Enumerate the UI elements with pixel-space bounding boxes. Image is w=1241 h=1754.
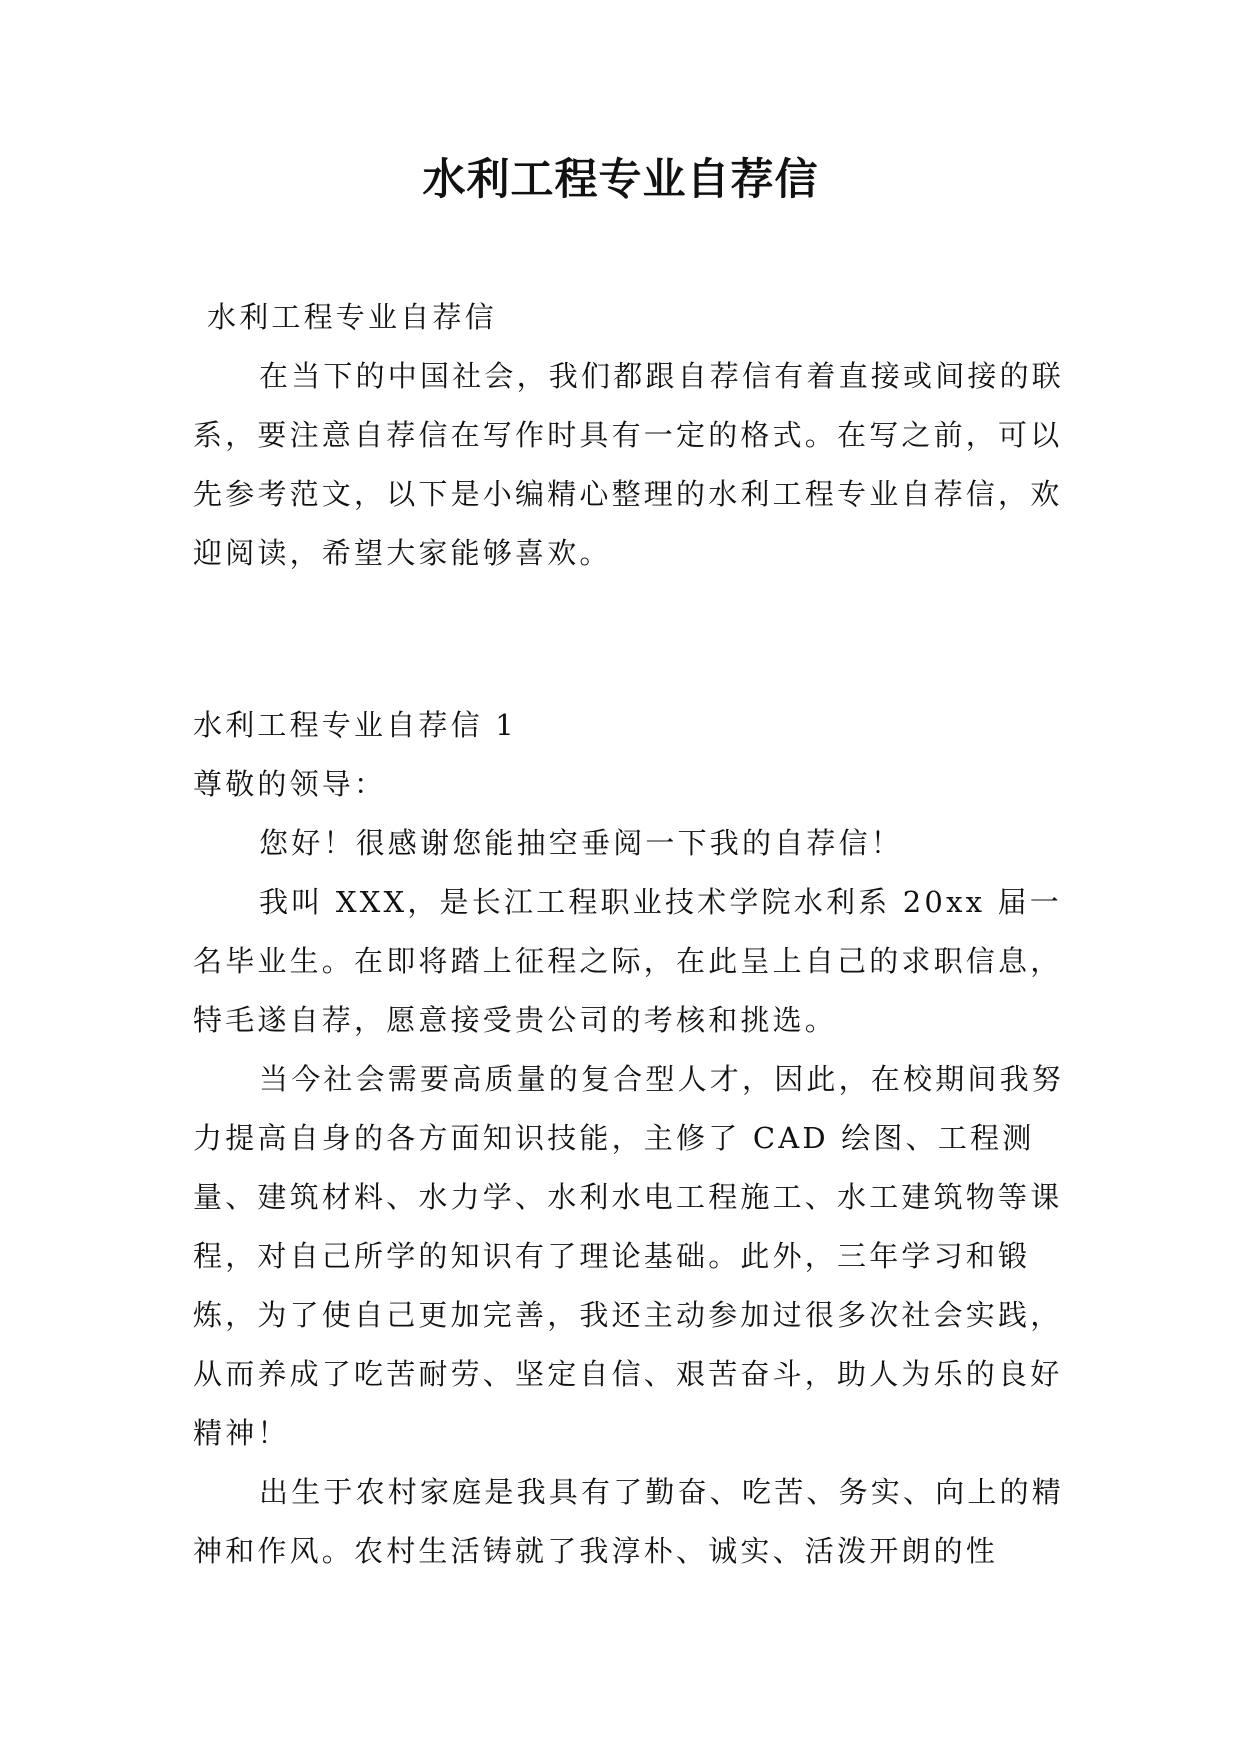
- section-heading: 水利工程专业自荐信 1: [193, 708, 517, 742]
- body-paragraph-education: 当今社会需要高质量的复合型人才，因此，在校期间我努力提高自身的各方面知识技能，主修了 CAD 绘图、工程测量、建筑材料、水力学、水利水电工程施工、水工建筑物等课程，对自己所学的知识有了理论基础。此外，三年学习和锻炼，为了使自己更加完善，我还主动参加过很多次社会实践，从而养成了吃苦耐劳、坚定自信、艰苦奋斗，助人为乐的良好精神！: [193, 1062, 1065, 1450]
- document-body: [193, 288, 1073, 1581]
- document-title: 水利工程专业自荐信: [422, 155, 819, 205]
- body-paragraph-introduction: 我叫 XXX，是长江工程职业技术学院水利系 20xx 届一名毕业生。在即将踏上征程之际，在此呈上自己的求职信息，特毛遂自荐，愿意接受贵公司的考核和挑选。: [193, 885, 1063, 1037]
- section-spacer: [193, 583, 1073, 696]
- body-paragraph-background: 出生于农村家庭是我具有了勤奋、吃苦、务实、向上的精神和作风。农村生活铸就了我淳朴、诚实、活泼开朗的性: [193, 1475, 1065, 1568]
- document-subtitle: 水利工程专业自荐信: [207, 300, 497, 334]
- salutation: 尊敬的领导：: [193, 767, 387, 801]
- intro-paragraph: 在当下的中国社会，我们都跟自荐信有着直接或间接的联系，要注意自荐信在写作时具有一定的格式。在写之前，可以先参考范文，以下是小编精心整理的水利工程专业自荐信，欢迎阅读，希望大家能够喜欢。: [193, 359, 1065, 570]
- body-paragraph-greeting: 您好！很感谢您能抽空垂阅一下我的自荐信！: [259, 826, 904, 860]
